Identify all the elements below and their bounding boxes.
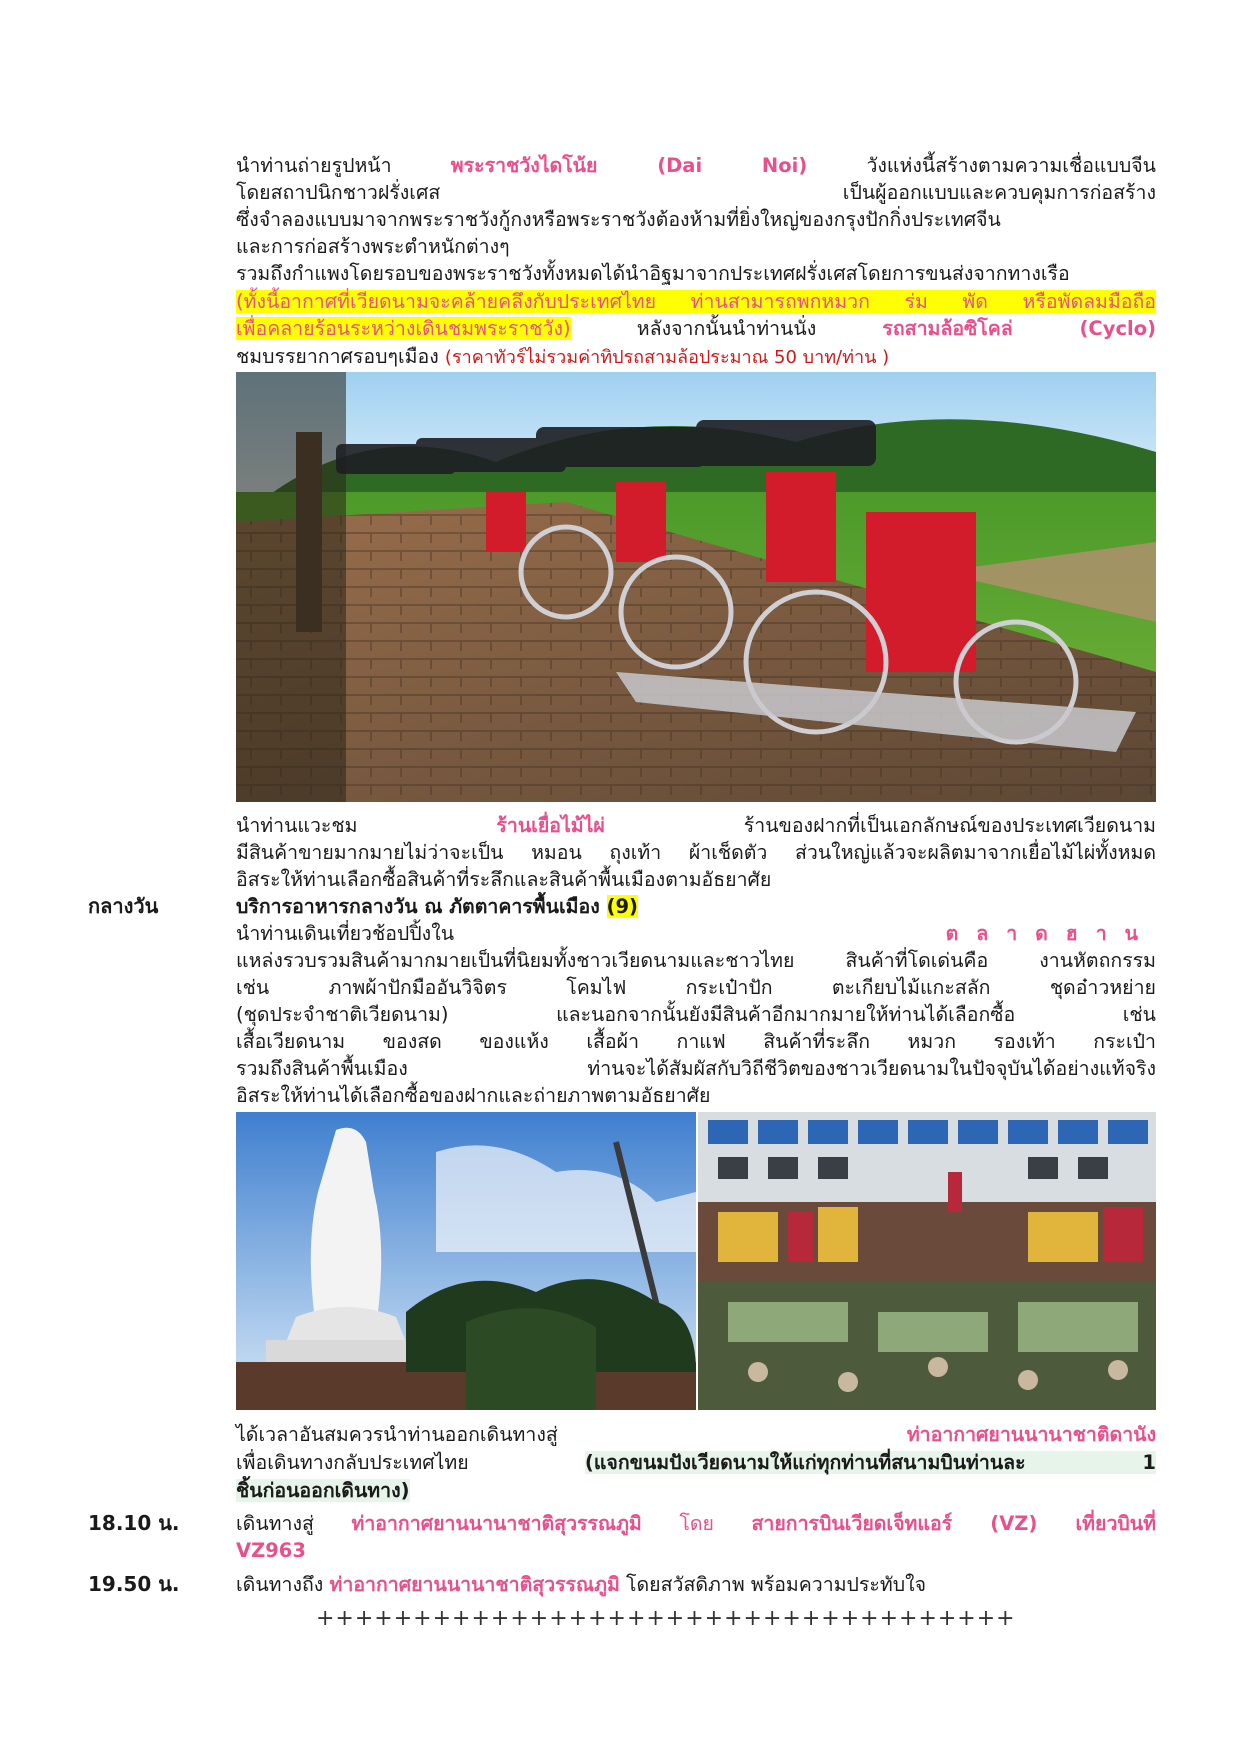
- p4-line3: [236, 1477, 1156, 1504]
- time-1950: 19.50 น.: [88, 1572, 180, 1596]
- section-divider: ++++++++++++++++++++++++++++++++++++: [316, 1606, 1016, 1631]
- p1-line3: ซึ่งจำลองแบบมาจากพระราชวังกู้กงหรือพระราชวังต้องห้ามที่ยิ่งใหญ่ของกรุงปักกิ่งประเทศจีน: [236, 208, 1001, 231]
- p3-line5: เสื้อเวียดนาม ของสด ของแห้ง เสื้อผ้า กาแฟ สินค้าที่ระลึก หมวก รองเท้า กระเป๋า: [236, 1030, 1156, 1053]
- p4-line2: เพื่อเดินทางกลับประเทศไทย (แจกขนมปังเวียดนามให้แก่ทุกท่านที่สนามบินท่านละ 1: [236, 1451, 1156, 1474]
- p3-line6: รวมถึงสินค้าพื้นเมือง ท่านจะได้สัมผัสกับวิถีชีวิตของชาวเวียดนามในปัจจุบันได้อย่างแท้จริง: [236, 1057, 1156, 1080]
- weather-note: (ทั้งนี้อากาศที่เวียดนามจะคล้ายคลึงกับประเทศไทย ท่านสามารถพกหมวก ร่ม พัด หรือพัดลมมือถือ: [236, 290, 1156, 313]
- s1810-line1: เดินทางสู่ ท่าอากาศยานนานาชาติสุวรรณภูมิ โดย สายการบินเวียดเจ็ทแอร์ (VZ) เที่ยวบินที่: [236, 1512, 1156, 1535]
- lunch-line: บริการอาหารกลางวัน ณ ภัตตาคารพื้นเมือง (9): [236, 895, 638, 918]
- p1-line6: [236, 288, 1156, 315]
- bread-gift-note: (แจกขนมปังเวียดนามให้แก่ทุกท่านที่สนามบินท่านละ 1: [584, 1451, 1156, 1474]
- suvarnabhumi-airport: ท่าอากาศยานนานาชาติสุวรรณภูมิ: [351, 1512, 642, 1535]
- bamboo-shop: ร้านเยื่อไม้ไผ่: [496, 814, 605, 837]
- p1-line5: รวมถึงกำแพงโดยรอบของพระราชวังทั้งหมดได้นำอิฐมาจากประเทศฝรั่งเศสโดยการขนส่งจากทางเรือ: [236, 262, 1070, 285]
- p3-line4: (ชุดประจำชาติเวียดนาม) และนอกจากนั้นยังมีสินค้าอีกมากมายให้ท่านได้เลือกซื้อ เช่น: [236, 1003, 1156, 1026]
- cyclo-ride: รถสามล้อซิโคล่ (Cyclo): [882, 317, 1156, 340]
- s1950-line1: เดินทางถึง ท่าอากาศยานนานาชาติสุวรรณภูมิ โดยสวัสดิภาพ พร้อมความประทับใจ: [236, 1573, 927, 1596]
- p4-line1: ได้เวลาอันสมควรนำท่านออกเดินทางสู่ ท่าอากาศยานนานาชาติดานัง: [236, 1423, 1156, 1446]
- danang-airport: ท่าอากาศยานนานาชาติดานัง: [906, 1423, 1156, 1446]
- cyclo-tip-note: (ราคาทัวร์ไม่รวมค่าทิปรถสามล้อประมาณ 50 บาท/ท่าน ): [444, 347, 890, 368]
- lady-buddha-photo: [236, 1112, 696, 1410]
- flight-number: VZ963: [236, 1539, 306, 1562]
- p2-line2: มีสินค้าขายมากมายไม่ว่าจะเป็น หมอน ถุงเท้า ผ้าเช็ดตัว ส่วนใหญ่แล้วจะผลิตมาจากเยื่อไม้ไผ่ทั้งหมด: [236, 841, 1156, 864]
- dai-noi-palace: พระราชวังไดโน้ย (Dai Noi): [450, 154, 808, 177]
- p1-line8: ชมบรรยากาศรอบๆเมือง (ราคาทัวร์ไม่รวมค่าทิปรถสามล้อประมาณ 50 บาท/ท่าน ): [236, 345, 890, 368]
- vietjet-flight: สายการบินเวียดเจ็ทแอร์ (VZ) เที่ยวบินที่: [751, 1512, 1156, 1535]
- p1-line7: เพื่อคลายร้อนระหว่างเดินชมพระราชวัง) หลังจากนั้นนำท่านนั่ง รถสามล้อซิโคล่ (Cyclo): [236, 317, 1156, 340]
- p3-line3: เช่น ภาพผ้าปักมืออันวิจิตร โคมไฟ กระเป๋าปัก ตะเกียบไม้แกะสลัก ชุดอ๋าวหย่าย: [236, 976, 1156, 999]
- p2-line1: นำท่านแวะชม ร้านเยื่อไม้ไผ่ ร้านของฝากที่เป็นเอกลักษณ์ของประเทศเวียดนาม: [236, 814, 1156, 837]
- p3-line1: นำท่านเดินเที่ยวช้อปปิ้งใน ตลาดฮาน: [236, 922, 1156, 945]
- han-market: ตลาดฮาน: [945, 922, 1156, 945]
- p1-line2: โดยสถาปนิกชาวฝรั่งเศส เป็นผู้ออกแบบและควบคุมการก่อสร้าง: [236, 181, 1156, 204]
- p2-line3: อิสระให้ท่านเลือกซื้อสินค้าที่ระลึกและสินค้าพื้นเมืองตามอัธยาศัย: [236, 868, 772, 891]
- bread-gift-note-end: ชิ้นก่อนออกเดินทาง): [236, 1479, 410, 1502]
- han-market-photo: [698, 1112, 1156, 1410]
- p1-line1: นำท่านถ่ายรูปหน้า พระราชวังไดโน้ย (Dai Noi) วังแห่งนี้สร้างตามความเชื่อแบบจีน: [236, 154, 1157, 177]
- cyclo-photo: [236, 372, 1156, 802]
- weather-note-end: เพื่อคลายร้อนระหว่างเดินชมพระราชวัง): [236, 317, 571, 340]
- time-1810: 18.10 น.: [88, 1511, 180, 1535]
- p3-line2: แหล่งรวบรวมสินค้ามากมายเป็นที่นิยมทั้งชาวเวียดนามและชาวไทย สินค้าที่โดเด่นคือ งานหัตถกรรม: [236, 949, 1156, 972]
- lunch-label: กลางวัน: [88, 894, 159, 918]
- suvarnabhumi-airport-arrival: ท่าอากาศยานนานาชาติสุวรรณภูมิ: [329, 1573, 620, 1596]
- p1-line4: และการก่อสร้างพระตำหนักต่างๆ: [236, 235, 510, 258]
- meal-number: (9): [606, 895, 638, 918]
- p3-line7: อิสระให้ท่านได้เลือกซื้อของฝากและถ่ายภาพตามอัธยาศัย: [236, 1084, 711, 1107]
